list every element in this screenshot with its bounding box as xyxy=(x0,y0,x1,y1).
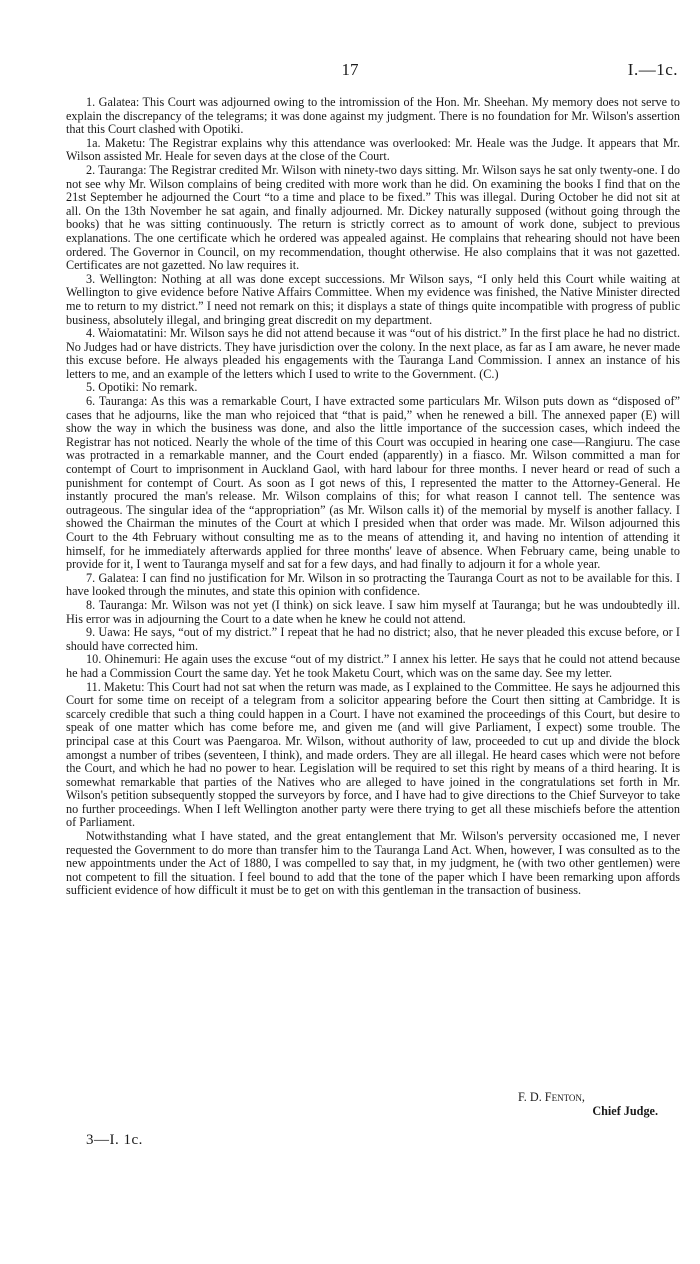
paragraph-waiomatatini-4: 4. Waiomatatini: Mr. Wilson says he did not attend because it was “out of his district.” In the first place he had no district. No Judges had or have districts. They have jurisdiction over the colony. In the next place, as far as I am aware, he never made this excuse before. He always pleaded his engagements with the Tauranga Land Commission. I annex an instance of his letters to me, and an example of the letters which I used to write to the Government. (C.) xyxy=(66,326,680,381)
paragraph-tauranga-8: 8. Tauranga: Mr. Wilson was not yet (I think) on sick leave. I saw him myself at Tauranga; but he was undoubtedly ill. His error was in adjourning the Court to a date when he knew he could not attend. xyxy=(66,597,680,626)
paragraph-opotiki-5: 5. Opotiki: No remark. xyxy=(86,380,198,395)
paragraph-wellington-3: 3. Wellington: Nothing at all was done except successions. Mr Wilson says, “I only held this Court while waiting at Wellington to give evidence before Native Affairs Committee. When my evidence was finished, the Native Minister directed me to return to my district.” I need not remark on this; it displays a state of things quite incompatible with progress of public business, absolutely illegal, and bringing great discredit on my department. xyxy=(66,271,680,327)
paragraph-tauranga-6: 6. Tauranga: As this was a remarkable Court, I have extracted some particulars Mr. Wilson puts down as “disposed of” cases that he adjourns, like the man who rejoiced that “that is paid,” when he renewed a bill. The annexed paper (E) will show the way in which the business was done, and also the little importance of the succession cases, which indeed the Registrar has not noticed. Nearly the whole of the time of this Court was occupied in hearing one case—Rangiuru. The case was protracted in a remarkable manner, and the Court ended (apparently) in a fiasco. Mr. Wilson committed a man for contempt of Court to imprisonment in Auckland Gaol, with hard labour for three months. I never heard or read of such a punishment for contempt of Court. As soon as I got news of this, I represented the matter to the Attorney-General. He instantly procured the man's release. Mr. Wilson complains of this; for what reason I cannot tell. The sentence was outrageous. The singular idea of the “appropriation” (as Mr. Wilson calls it) of the memorial by myself is another fallacy. I showed the Chairman the minutes of the Court at which I presided when that order was made. Mr. Wilson adjourned this Court to the 4th February without consulting me as to the means of attending it, and having no intention of attending it himself, for he immediately afterwards applied for three months' leave of absence. When February came, being unable to provide for it, I went to Tauranga myself and sat for a few days, and had finally to adjourn it for a whole year. xyxy=(66,394,680,572)
signatory-initials: F. D. xyxy=(518,1090,545,1104)
paragraph-maketu-11: 11. Maketu: This Court had not sat when the return was made, as I explained to the Committee. He says he adjourned this Court for some time on receipt of a telegram from a solicitor appearing before the Court then sitting at Cambridge. It is scarcely credible that such a thing could happen in a Court. I have not examined the proceedings of this Court, but desire to speak of one matter which has come before me, and given me (and will give Parliament, I expect) some trouble. The principal case at this Court was Paengaroa. Mr. Wilson, without authority of law, proceeded to cut up and divide the block amongst a number of tribes (seventeen, I think), and made orders. They are all illegal. He heard cases which were not before the Court, and which he had no power to hear. Legislation will be required to set this right by means of a third hearing. It is somewhat remarkable that parties of the Natives who are alleged to have joined in the congratulations set forth in Mr. Wilson's petition subsequently stopped the surveyors by force, and I have had to give directions to the Chief Surveyor to take no further proceedings. When I left Wellington another party were there trying to get all these mischiefs before the attention of Parliament. xyxy=(66,679,680,830)
page-number: 17 xyxy=(341,60,359,79)
paragraph-conclusion: Notwithstanding what I have stated, and the great entanglement that Mr. Wilson's perversity occasioned me, I never requested the Government to do more than transfer him to the Tauranga Land Act. When, however, I was consulted as to the new appointments under the Act of 1880, I was compelled to say that, in my judgment, he (with two other gentlemen) were not competent to fill the situation. I feel bound to add that the tone of the paper which I have been remarking upon affords sufficient evidence of how difficult it must be to get on with this gentleman in the transaction of business. xyxy=(66,829,680,898)
paragraph-maketu-1a: 1a. Maketu: The Registrar explains why this attendance was overlooked: Mr. Heale was the Judge. It appears that Mr. Wilson assisted Mr. Heale for seven days at the close of the Court. xyxy=(66,135,680,164)
signatory-name xyxy=(440,1090,660,1104)
paragraph-galatea-7: 7. Galatea: I can find no justification for Mr. Wilson in so protracting the Tauranga Court as not to be available for this. I have looked through the minutes, and state this opinion with confidence. xyxy=(66,570,680,599)
footer-reference: 3—I. 1c. xyxy=(86,1132,143,1148)
paragraph-galatea-1: 1. Galatea: This Court was adjourned owing to the intromission of the Hon. Mr. Sheehan. My memory does not serve to explain the discrepancy of the telegrams; it was done against my judgment. There is no foundation for Mr. Wilson's assertion that this Court clashed with Opotiki. xyxy=(66,95,680,137)
page-header xyxy=(0,58,700,82)
signatory-title: Chief Judge. xyxy=(592,1104,658,1118)
paragraph-uawa-9: 9. Uawa: He says, “out of my district.” I repeat that he had no district; also, that he never pleaded this excuse before, or I should have corrected him. xyxy=(66,625,680,653)
paragraph-ohinemuri-10: 10. Ohinemuri: He again uses the excuse “out of my district.” I annex his letter. He says that he could not attend because he had a Commission Court the same day. Yet he took Maketu Court, which was on the same day. See my letter. xyxy=(66,652,680,680)
paper-reference: I.—1c. xyxy=(627,60,678,79)
paragraph-tauranga-2: 2. Tauranga: The Registrar credited Mr. Wilson with ninety-two days sitting. Mr. Wilson says he sat only twenty-one. I do not see why Mr. Wilson complains of being credited with more work than he did. On examining the books I find that on the 21st September he adjourned the Court “to a time and place to be fixed.” This was illegal. During October he did not sit at all. On the 13th November he sat again, and finally adjourned. Mr. Dickey naturally supposed (without going through the books) that he was sitting continuously. The return is strictly correct as to amount of work done, subject to previous explanations. The one certificate which he ordered was appealed against. He complains that rehearing should not have been ordered. The Governor in Council, on my recommendation, thought otherwise. He also complains that it was not gazetted. Certificates are not gazetted. No law requires it. xyxy=(66,162,680,273)
signature-block xyxy=(440,1090,660,1118)
signatory-surname: Fenton, xyxy=(544,1090,585,1104)
document-body xyxy=(66,96,680,898)
